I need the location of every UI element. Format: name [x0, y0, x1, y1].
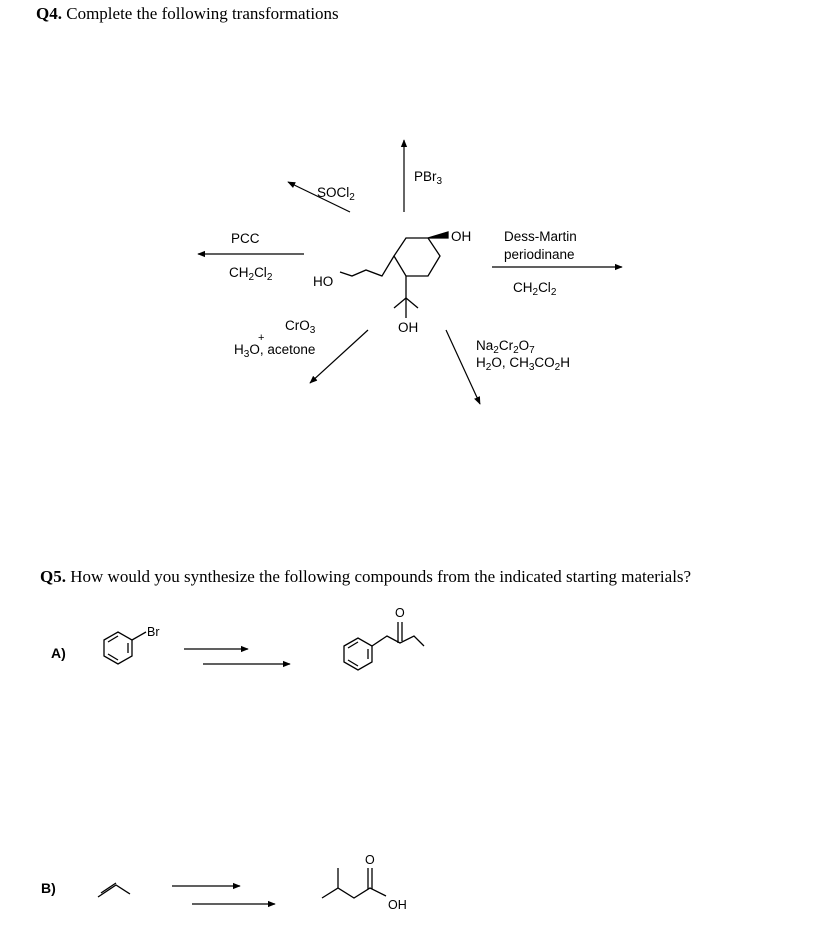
propene [98, 885, 130, 897]
cyclohexane-ring [394, 238, 440, 276]
part-a-label: A) [51, 645, 66, 661]
label-br: Br [147, 625, 160, 639]
benzyl-bromide [104, 632, 146, 664]
solvent-na2cr2o7: $H_2O$, $CH_3CO_2H$ [476, 355, 570, 373]
hydronium-charge: + [258, 332, 265, 344]
ch2br-bond [132, 632, 146, 640]
methyl-left [394, 298, 406, 308]
part-b-label: B) [41, 880, 56, 896]
methyl-right [406, 298, 418, 308]
label-ho: HO [313, 274, 334, 289]
reagent-dess-martin: Dess-Martin [504, 229, 577, 244]
arrow-downright-na2cr2o7 [446, 330, 480, 404]
arrow-downleft-cro3 [310, 330, 368, 383]
label-carbonyl-o-b: O [365, 853, 375, 867]
substrate-molecule [340, 232, 448, 318]
hydroxyethyl-chain [340, 256, 394, 276]
reagent-socl2: SOCl$_2$ [317, 185, 355, 203]
label-oh-bottom: OH [398, 320, 419, 335]
carboxylic-acid-product [322, 868, 386, 898]
benzyl-ketone [344, 622, 424, 670]
reagent-na2cr2o7: $Na_2Cr_2O_7$ [476, 338, 535, 356]
acid-skeleton [322, 888, 386, 898]
solvent-pcc: $CH_2Cl_2$ [229, 265, 273, 283]
reagent-h3o-acetone: $H_3O$, acetone [234, 342, 316, 360]
q4-text: Complete the following transformations [66, 4, 339, 23]
wedge-bond [428, 232, 448, 238]
reagent-periodinane: periodinane [504, 247, 575, 262]
label-oh-wedge: OH [451, 229, 472, 244]
q5-text: How would you synthesize the following compounds from the indicated starting materials? [70, 567, 692, 586]
q5-number: Q5. [40, 567, 66, 586]
propene-double-bond [101, 883, 116, 893]
reagent-pcc: PCC [231, 231, 260, 246]
label-carbonyl-o-a: O [395, 606, 405, 620]
solvent-dess-martin: $CH_2Cl_2$ [513, 280, 557, 298]
q4-number: Q4. [36, 4, 62, 23]
reagent-cro3: CrO$_3$ [285, 318, 316, 336]
label-oh-acid: OH [388, 898, 407, 912]
reagent-pbr3: PBr$_3$ [414, 169, 443, 187]
